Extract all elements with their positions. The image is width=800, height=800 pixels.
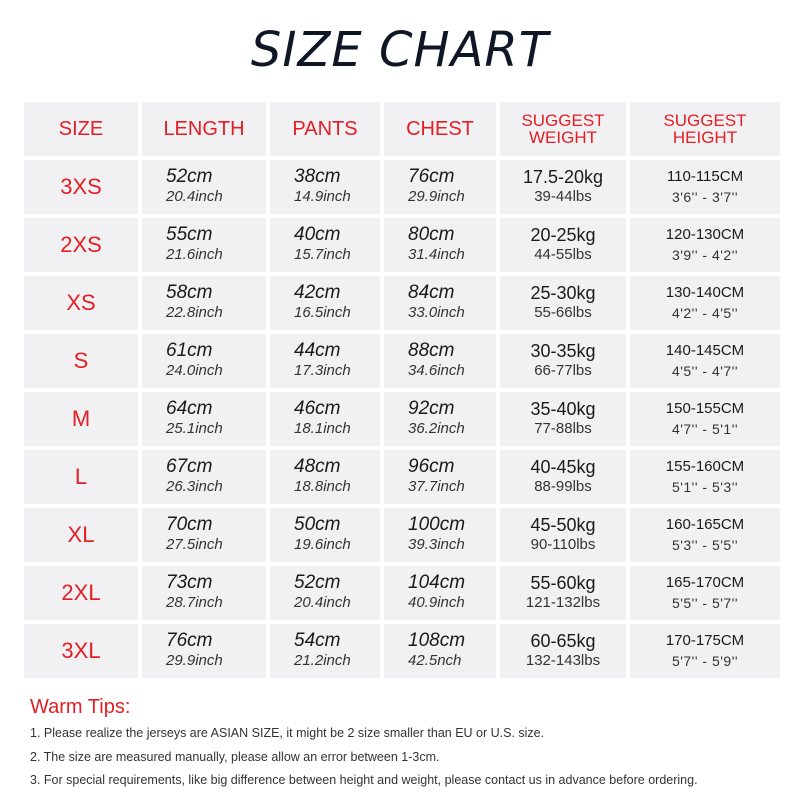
chest-imperial-value: 31.4inch xyxy=(408,246,465,263)
chest-cell xyxy=(384,508,496,562)
length-cell xyxy=(142,392,266,446)
length-cell xyxy=(142,566,266,620)
height-cm-value: 150-155CM xyxy=(665,400,745,417)
pants-cell xyxy=(270,218,380,272)
weight-cell xyxy=(500,624,626,678)
pants-cm-value: 54cm xyxy=(294,630,341,651)
pants-imperial-value: 17.3inch xyxy=(294,362,351,379)
weight-cm-value: 45-50kg xyxy=(530,515,596,535)
weight-cm-value: 35-40kg xyxy=(530,399,596,419)
length-cell xyxy=(142,334,266,388)
weight-cm-value: 30-35kg xyxy=(530,341,596,361)
height-cm-value: 130-140CM xyxy=(665,284,745,301)
weight-cm-value: 60-65kg xyxy=(530,631,596,651)
height-imperial-value: 4'2'' - 4'5'' xyxy=(671,305,739,321)
pants-imperial-value: 18.1inch xyxy=(294,420,351,437)
height-cm-value: 120-130CM xyxy=(665,226,745,243)
height-imperial-value: 4'7'' - 5'1'' xyxy=(671,421,739,437)
size-label: M xyxy=(24,392,138,446)
weight-imperial-value: 55-66lbs xyxy=(534,304,592,321)
height-cell xyxy=(630,160,780,214)
height-cm-value: 110-115CM xyxy=(666,168,744,185)
length-imperial-value: 27.5inch xyxy=(166,536,223,553)
length-cell xyxy=(142,276,266,330)
warm-tips-title: Warm Tips: xyxy=(30,696,131,718)
chest-cm-value: 76cm xyxy=(408,166,455,187)
pants-cell xyxy=(270,276,380,330)
chest-imperial-value: 42.5nch xyxy=(408,652,462,669)
header-suggest-weight xyxy=(500,102,626,156)
weight-cell xyxy=(500,276,626,330)
length-cm-value: 52cm xyxy=(166,166,213,187)
weight-imperial-value: 121-132lbs xyxy=(525,594,601,611)
height-cell xyxy=(630,566,780,620)
height-imperial-value: 4'5'' - 4'7'' xyxy=(671,363,739,379)
weight-cm-value: 25-30kg xyxy=(530,283,596,303)
height-cell xyxy=(630,450,780,504)
page-title: SIZE CHART xyxy=(250,22,550,78)
header-weight-line2: WEIGHT xyxy=(529,128,597,147)
length-imperial-value: 20.4inch xyxy=(166,188,223,205)
length-imperial-value: 28.7inch xyxy=(166,594,223,611)
length-cell xyxy=(142,450,266,504)
pants-cell xyxy=(270,334,380,388)
weight-imperial-value: 77-88lbs xyxy=(534,420,592,437)
height-cm-value: 160-165CM xyxy=(665,516,745,533)
weight-cell xyxy=(500,218,626,272)
length-cm-value: 73cm xyxy=(166,572,213,593)
chest-cm-value: 100cm xyxy=(408,514,466,535)
pants-cm-value: 42cm xyxy=(294,282,341,303)
pants-imperial-value: 21.2inch xyxy=(294,652,351,669)
weight-imperial-value: 132-143lbs xyxy=(525,652,601,669)
chest-cm-value: 80cm xyxy=(408,224,455,245)
chest-cell xyxy=(384,566,496,620)
header-height-line1: SUGGEST xyxy=(663,111,747,130)
chest-cm-value: 88cm xyxy=(408,340,455,361)
weight-cm-value: 17.5-20kg xyxy=(522,167,604,187)
chest-cell xyxy=(384,624,496,678)
weight-cell xyxy=(500,450,626,504)
tip-item: 3. For special requirements, like big difference between height and weight, please contact us in advance before ordering. xyxy=(30,773,698,787)
pants-cm-value: 50cm xyxy=(294,514,341,535)
weight-cm-value: 40-45kg xyxy=(530,457,596,477)
length-imperial-value: 29.9inch xyxy=(166,652,223,669)
chest-cell xyxy=(384,392,496,446)
chest-cell xyxy=(384,276,496,330)
length-cm-value: 70cm xyxy=(166,514,213,535)
size-label: 3XS xyxy=(24,160,138,214)
weight-cell xyxy=(500,566,626,620)
height-cm-value: 155-160CM xyxy=(665,458,745,475)
pants-cm-value: 52cm xyxy=(294,572,341,593)
weight-cell xyxy=(500,334,626,388)
pants-imperial-value: 20.4inch xyxy=(294,594,351,611)
length-cm-value: 67cm xyxy=(166,456,213,477)
size-label: XS xyxy=(24,276,138,330)
height-imperial-value: 5'3'' - 5'5'' xyxy=(671,537,739,553)
weight-imperial-value: 66-77lbs xyxy=(534,362,592,379)
length-cm-value: 76cm xyxy=(166,630,213,651)
length-imperial-value: 26.3inch xyxy=(166,478,223,495)
tip-item: 1. Please realize the jerseys are ASIAN SIZE, it might be 2 size smaller than EU or U.S. size. xyxy=(30,726,545,740)
chest-cell xyxy=(384,160,496,214)
pants-cell xyxy=(270,160,380,214)
length-imperial-value: 22.8inch xyxy=(166,304,223,321)
chest-cell xyxy=(384,450,496,504)
pants-cell xyxy=(270,624,380,678)
height-imperial-value: 5'1'' - 5'3'' xyxy=(671,479,739,495)
chest-imperial-value: 36.2inch xyxy=(408,420,465,437)
chest-cm-value: 84cm xyxy=(408,282,455,303)
chest-imperial-value: 40.9inch xyxy=(408,594,465,611)
pants-cm-value: 40cm xyxy=(294,224,341,245)
length-cell xyxy=(142,218,266,272)
chest-imperial-value: 29.9inch xyxy=(408,188,465,205)
length-cm-value: 58cm xyxy=(166,282,213,303)
header-height-line2: HEIGHT xyxy=(672,128,738,147)
height-cm-value: 170-175CM xyxy=(665,632,745,649)
weight-cm-value: 20-25kg xyxy=(530,225,596,245)
height-cell xyxy=(630,392,780,446)
pants-imperial-value: 14.9inch xyxy=(294,188,351,205)
size-table xyxy=(24,102,781,678)
tip-item: 2. The size are measured manually, please allow an error between 1-3cm. xyxy=(30,750,440,764)
length-cell xyxy=(142,624,266,678)
weight-imperial-value: 88-99lbs xyxy=(534,478,592,495)
length-cm-value: 61cm xyxy=(166,340,213,361)
chest-cm-value: 104cm xyxy=(408,572,466,593)
length-cell xyxy=(142,160,266,214)
weight-imperial-value: 90-110lbs xyxy=(530,536,596,553)
pants-imperial-value: 16.5inch xyxy=(294,304,351,321)
weight-imperial-value: 39-44lbs xyxy=(534,188,592,205)
header-pants: PANTS xyxy=(270,102,380,156)
chest-cell xyxy=(384,218,496,272)
pants-imperial-value: 15.7inch xyxy=(294,246,351,263)
height-cm-value: 140-145CM xyxy=(665,342,745,359)
height-cell xyxy=(630,624,780,678)
height-imperial-value: 3'9'' - 4'2'' xyxy=(671,247,739,263)
height-cell xyxy=(630,276,780,330)
weight-imperial-value: 44-55lbs xyxy=(534,246,592,263)
weight-cell xyxy=(500,160,626,214)
header-size: SIZE xyxy=(24,102,138,156)
length-imperial-value: 24.0inch xyxy=(166,362,223,379)
chest-cm-value: 108cm xyxy=(408,630,466,651)
length-cell xyxy=(142,508,266,562)
weight-cell xyxy=(500,392,626,446)
weight-cell xyxy=(500,508,626,562)
pants-cell xyxy=(270,508,380,562)
chest-cm-value: 96cm xyxy=(408,456,455,477)
height-cell xyxy=(630,334,780,388)
chest-imperial-value: 39.3inch xyxy=(408,536,465,553)
size-label: 2XL xyxy=(24,566,138,620)
header-suggest-height xyxy=(630,102,780,156)
pants-cell xyxy=(270,566,380,620)
header-weight-line1: SUGGEST xyxy=(521,111,605,130)
pants-cell xyxy=(270,392,380,446)
size-label: XL xyxy=(24,508,138,562)
height-cm-value: 165-170CM xyxy=(665,574,745,591)
pants-cm-value: 48cm xyxy=(294,456,341,477)
size-label: S xyxy=(24,334,138,388)
chest-cell xyxy=(384,334,496,388)
pants-cm-value: 38cm xyxy=(294,166,341,187)
pants-imperial-value: 18.8inch xyxy=(294,478,351,495)
weight-cm-value: 55-60kg xyxy=(530,573,596,593)
chest-cm-value: 92cm xyxy=(408,398,455,419)
height-cell xyxy=(630,218,780,272)
size-label: 2XS xyxy=(24,218,138,272)
size-label: 3XL xyxy=(24,624,138,678)
pants-cm-value: 46cm xyxy=(294,398,341,419)
height-imperial-value: 5'5'' - 5'7'' xyxy=(671,595,739,611)
pants-cm-value: 44cm xyxy=(294,340,341,361)
header-chest: CHEST xyxy=(384,102,496,156)
pants-cell xyxy=(270,450,380,504)
height-imperial-value: 5'7'' - 5'9'' xyxy=(671,653,739,669)
height-cell xyxy=(630,508,780,562)
length-imperial-value: 25.1inch xyxy=(166,420,223,437)
length-imperial-value: 21.6inch xyxy=(166,246,223,263)
length-cm-value: 55cm xyxy=(166,224,213,245)
chest-imperial-value: 34.6inch xyxy=(408,362,465,379)
size-label: L xyxy=(24,450,138,504)
length-cm-value: 64cm xyxy=(166,398,213,419)
chest-imperial-value: 33.0inch xyxy=(408,304,465,321)
pants-imperial-value: 19.6inch xyxy=(294,536,351,553)
chest-imperial-value: 37.7inch xyxy=(408,478,465,495)
header-length: LENGTH xyxy=(142,102,266,156)
height-imperial-value: 3'6'' - 3'7'' xyxy=(671,189,739,205)
